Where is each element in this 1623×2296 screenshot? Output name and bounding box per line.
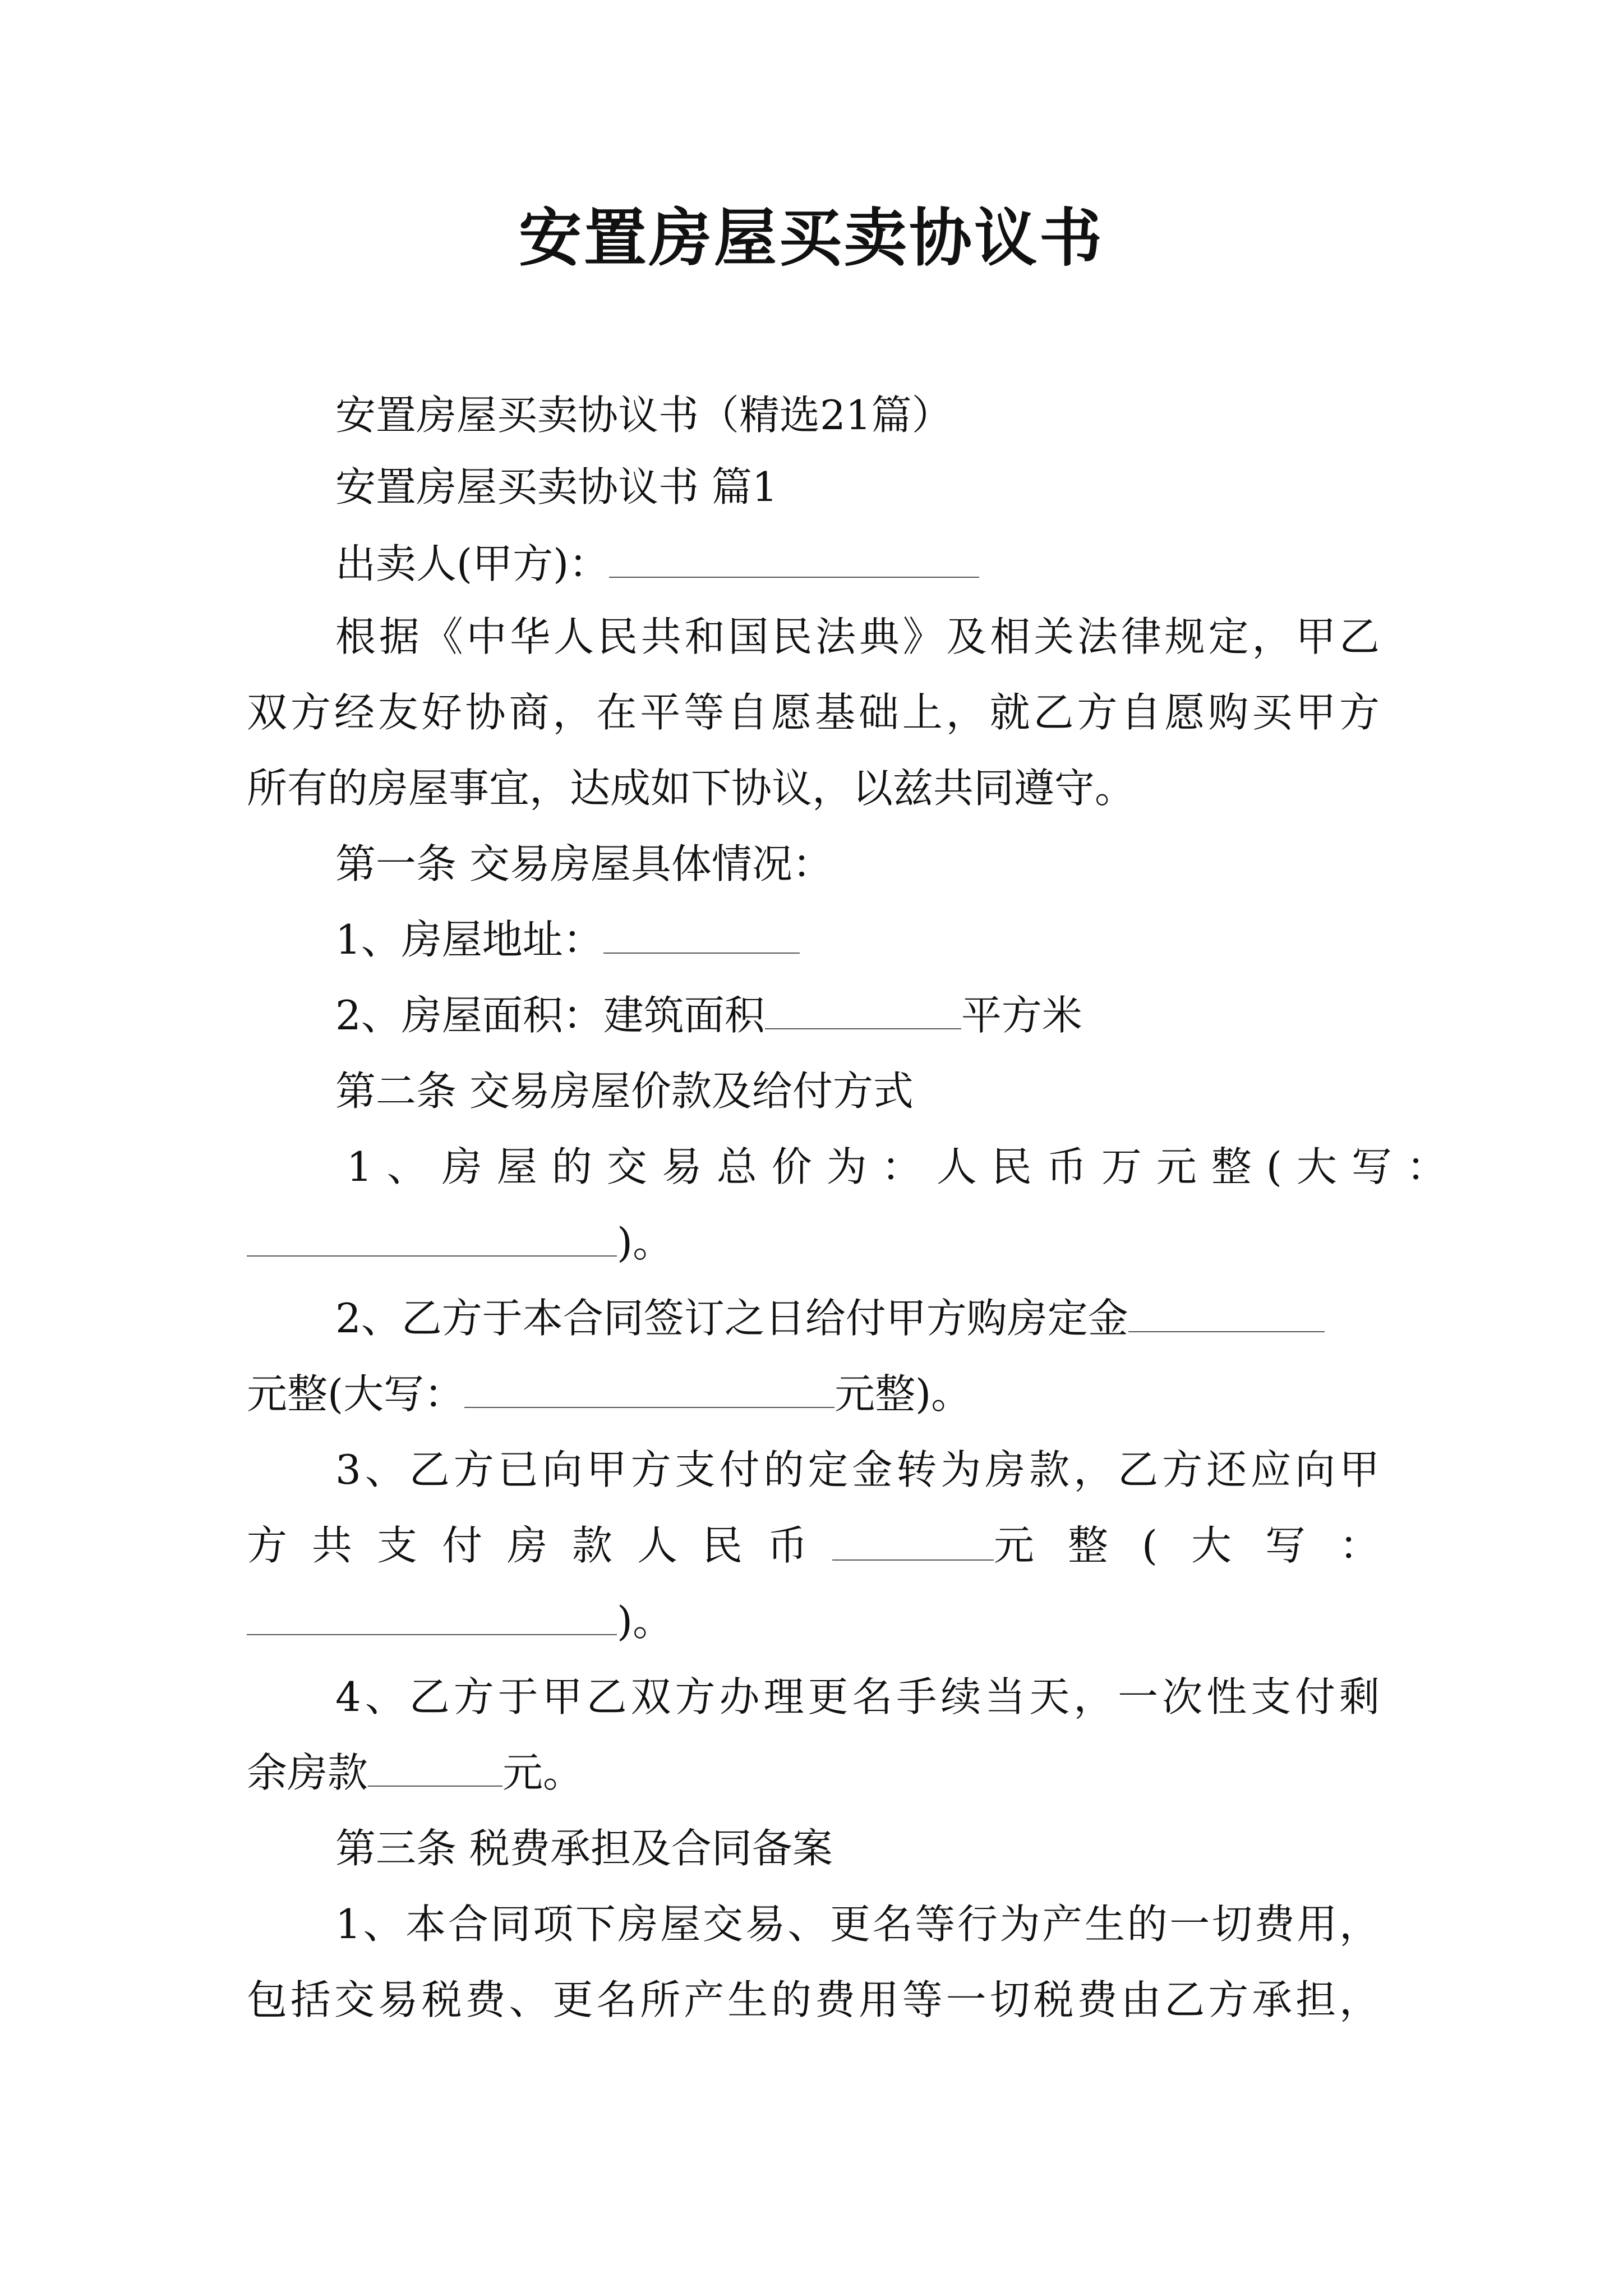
total-price-blank [247, 1219, 617, 1257]
article-2-item-3-line-2 [247, 1517, 1413, 1573]
seller-line [335, 536, 1380, 592]
article-3-item-1-line-1: 1、本合同项下房屋交易、更名等行为产生的一切费用， [335, 1901, 1380, 1948]
deposit-words-blank [464, 1370, 834, 1408]
seller-blank [609, 540, 979, 578]
deposit-words-close: 元整)。 [834, 1370, 972, 1418]
deposit-blank [1128, 1295, 1325, 1332]
paragraph-1-line-1: 根据《中华人民共和国民法典》及相关法律规定，甲乙 [335, 613, 1380, 660]
remaining-blank [368, 1749, 502, 1787]
article-1-item-1 [335, 912, 1380, 968]
article-2-item-3-line-3 [247, 1593, 1380, 1649]
document-title: 安置房屋买卖协议书 [519, 201, 1104, 275]
article-2-heading: 第二条 交易房屋价款及给付方式 [335, 1068, 914, 1115]
address-label: 1、房屋地址： [335, 916, 603, 963]
article-3-item-1-line-2: 包括交易税费、更名所产生的费用等一切税费由乙方承担， [247, 1976, 1380, 2023]
article-2-item-2-line-2 [247, 1366, 1380, 1422]
article-1-heading: 第一条 交易房屋具体情况： [335, 840, 833, 887]
total-price-close: )。 [617, 1219, 674, 1266]
deposit-words-label: 元整(大写： [247, 1370, 465, 1418]
subtitle-collection: 安置房屋买卖协议书（精选21篇） [335, 392, 952, 439]
seller-label: 出卖人(甲方)： [335, 540, 610, 587]
address-blank [603, 916, 800, 954]
remaining-unit: 元。 [502, 1749, 584, 1796]
payment-words-close: )。 [617, 1598, 674, 1645]
subtitle-part-1: 安置房屋买卖协议书 篇1 [335, 463, 778, 510]
paragraph-1-line-3: 所有的房屋事宜，达成如下协议，以兹共同遵守。 [247, 765, 1136, 812]
remaining-label: 余房款 [247, 1749, 368, 1796]
article-1-item-2 [335, 987, 1380, 1043]
article-2-item-4-line-1: 4、乙方于甲乙双方办理更名手续当天，一次性支付剩 [335, 1673, 1380, 1720]
article-2-item-2-line-1 [335, 1290, 1380, 1346]
payment-words-label: 元整(大写： [993, 1522, 1413, 1569]
paragraph-1-line-2: 双方经友好协商，在平等自愿基础上，就乙方自愿购买甲方 [247, 689, 1380, 736]
article-2-item-1-line-1: 1、房屋的交易总价为：人民币万元整(大写： [347, 1143, 1461, 1190]
area-unit: 平方米 [961, 992, 1082, 1039]
area-blank [765, 992, 961, 1029]
article-2-item-3-line-1: 3、乙方已向甲方支付的定金转为房款，乙方还应向甲 [335, 1446, 1380, 1493]
article-2-item-4-line-2 [247, 1745, 1380, 1801]
article-3-heading: 第三条 税费承担及合同备案 [335, 1825, 833, 1872]
payment-words-blank [247, 1598, 617, 1635]
payment-blank [832, 1523, 994, 1561]
article-2-item-1-line-2 [247, 1214, 1380, 1271]
payment-label: 方共支付房款人民币 [247, 1522, 833, 1569]
deposit-label: 2、乙方于本合同签订之日给付甲方购房定金 [335, 1295, 1128, 1342]
area-label: 2、房屋面积：建筑面积 [335, 992, 765, 1039]
